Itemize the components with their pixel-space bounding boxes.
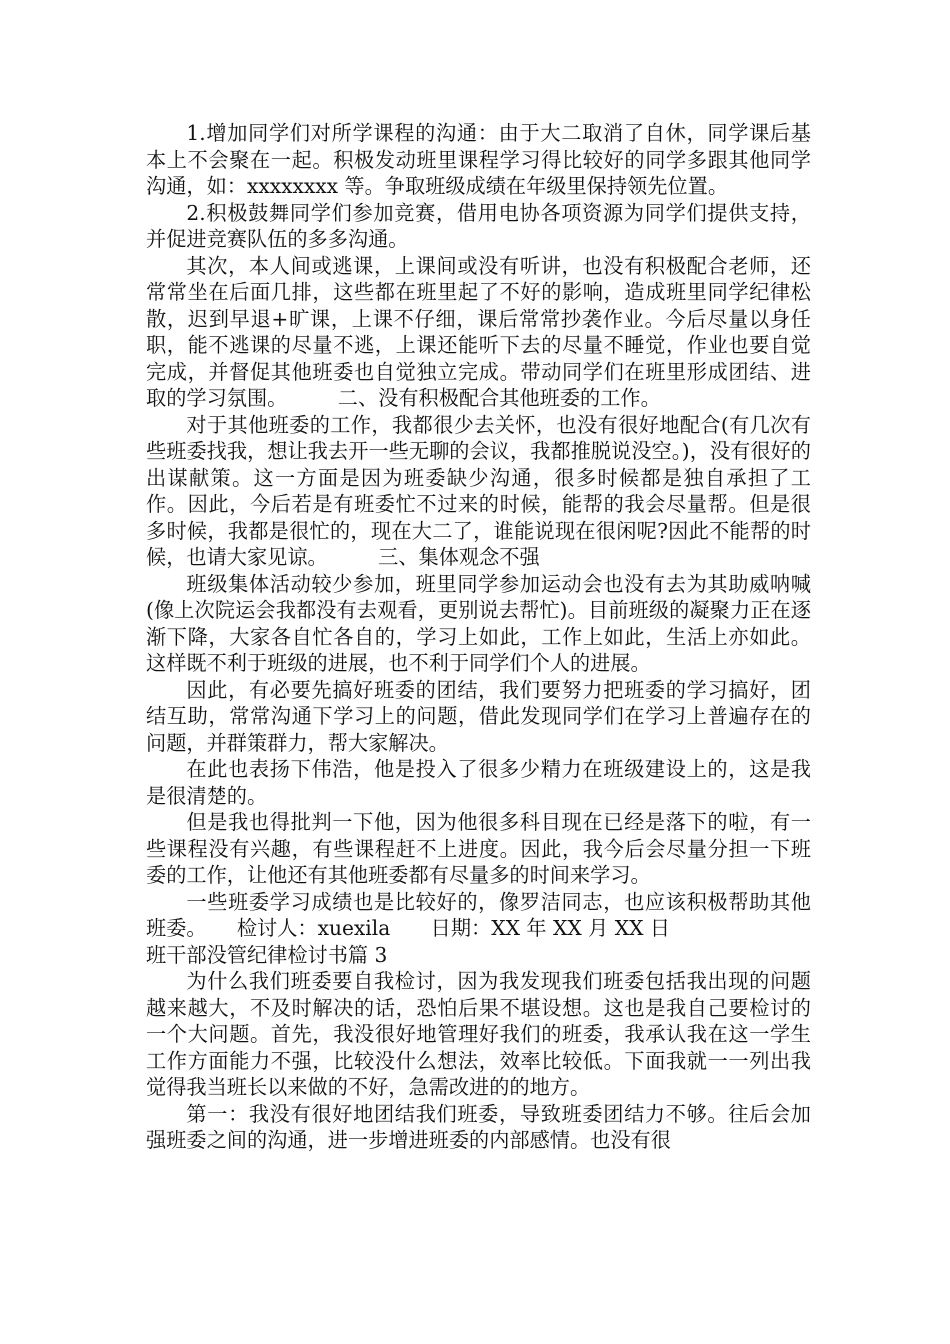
paragraph-unity: 因此，有必要先搞好班委的团结，我们要努力把班委的学习搞好，团结互助，常常沟通下学习上的问题，借此发现同学们在学习上普遍存在的问题，并群策群力，帮大家解决。	[146, 677, 811, 755]
paragraph-praise: 在此也表扬下伟浩，他是投入了很多少精力在班级建设上的，这是我是很清楚的。	[146, 757, 811, 808]
paragraph-competition: 2.积极鼓舞同学们参加竞赛，借用电协各项资源为同学们提供支持，并促进竞赛队伍的多多沟通。	[146, 200, 811, 251]
paragraph-self-review: 为什么我们班委要自我检讨，因为我发现我们班委包括我出现的问题越来越大，不及时解决的话，恐怕后果不堪设想。这也是我自己要检讨的一个大问题。首先，我没很好地管理好我们的班委，我承认我在这一学生工作方面能力不强，比较没什么想法，效率比较低。下面我就一一列出我觉得我当班长以来做的不好，急需改进的的地方。	[146, 969, 811, 1099]
document-page	[146, 120, 811, 1154]
paragraph-truancy: 其次，本人间或逃课，上课间或没有听讲，也没有积极配合老师，还常常坐在后面几排，这些都在班里起了不好的影响，造成班里同学纪律松散，迟到早退+旷课，上课不仔细，课后常常抄袭作业。今后尽量以身任职，能不逃课的尽量不逃，上课还能听下去的尽量不睡觉，作业也要自觉完成，并督促其他班委也自觉独立完成。带动同学们在班里形成团结、进取的学习氛围。 二、没有积极配合其他班委的工作。	[146, 253, 811, 410]
paragraph-criticism: 但是我也得批判一下他，因为他很多科目现在已经是落下的啦，有一些课程没有兴趣，有些课程赶不上进度。因此，我今后会尽量分担一下班委的工作，让他还有其他班委都有尽量多的时间来学习。	[146, 810, 811, 887]
section-title: 班干部没管纪律检讨书篇 3	[146, 942, 388, 967]
paragraph-first-point: 第一：我没有很好地团结我们班委，导致班委团结力不够。往后会加强班委之间的沟通，进一步增进班委的内部感情。也没有很	[146, 1101, 811, 1152]
paragraph-signature: 一些班委学习成绩也是比较好的，像罗洁同志，也应该积极帮助其他班委。 检讨人：xuexila 日期：XX 年 XX 月 XX 日	[146, 889, 811, 940]
paragraph-cooperation: 对于其他班委的工作，我都很少去关怀，也没有很好地配合(有几次有些班委找我，想让我去开一些无聊的会议，我都推脱说没空。)，没有很好的出谋献策。这一方面是因为班委缺少沟通，很多时候都是独自承担了工作。因此，今后若是有班委忙不过来的时候，能帮的我会尽量帮。但是很多时候，我都是很忙的，现在大二了，谁能说现在很闲呢?因此不能帮的时候，也请大家见谅。 三、集体观念不强	[146, 412, 811, 569]
paragraph-communication: 1.增加同学们对所学课程的沟通：由于大二取消了自休，同学课后基本上不会聚在一起。积极发动班里课程学习得比较好的同学多跟其他同学沟通，如：xxxxxxxx 等。争取班级成绩在年级里保持领先位置。	[146, 121, 811, 198]
paragraph-collective: 班级集体活动较少参加，班里同学参加运动会也没有去为其助威呐喊(像上次院运会我都没有去观看，更别说去帮忙)。目前班级的凝聚力正在逐渐下降，大家各自忙各自的，学习上如此，工作上如此，生活上亦如此。这样既不利于班级的进展，也不利于同学们个人的进展。	[146, 571, 811, 675]
